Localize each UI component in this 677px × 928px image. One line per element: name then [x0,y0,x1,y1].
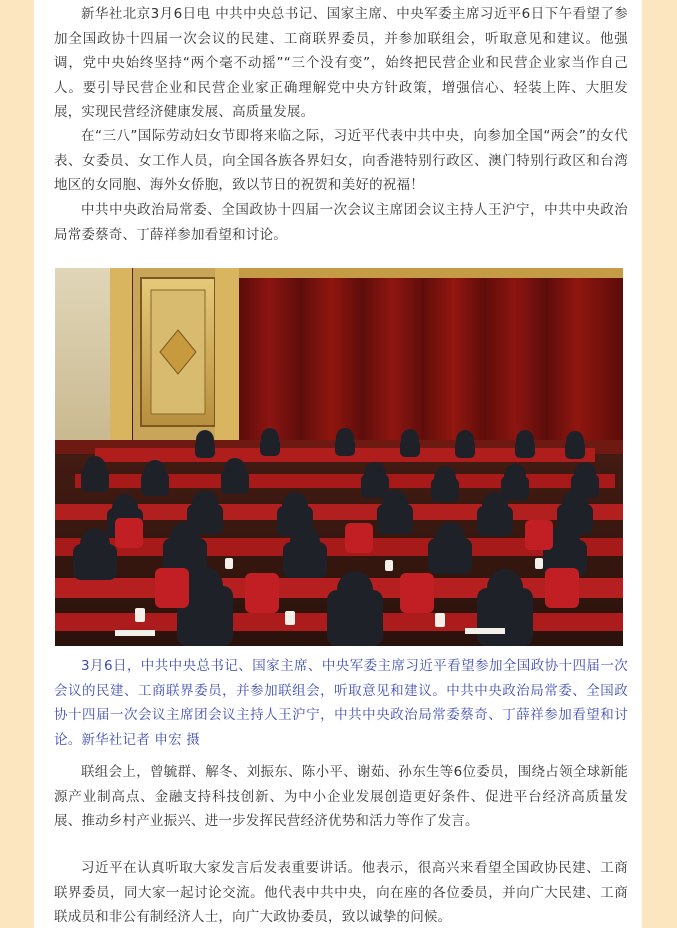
article-paragraph: 联组会上，曾毓群、解冬、刘振东、陈小平、谢茹、孙东生等6位委员，围绕占领全球新能源产业制高点、金融支持科技创新、为中小企业发展创造更好条件、促进平台经济高质量发展、推动乡村产业振兴、进一步发挥民营经济优势和活力等作了发言。 [54,764,628,829]
article-paragraph: 习近平在认真听取大家发言后发表重要讲话。他表示，很高兴来看望全国政协民建、工商联界委员，同大家一起讨论交流。他代表中共中央，向在座的各位委员，并向广大民建、工商联成员和非公有制经济人士，向广大政协委员，致以诚挚的问候。 [54,860,628,925]
article-paragraph: 新华社北京3月6日电 中共中央总书记、国家主席、中央军委主席习近平6日下午看望了参加全国政协十四届一次会议的民建、工商联界委员，并参加联组会，听取意见和建议。他强调，党中央始终坚持“两个毫不动摇”“三个没有变”，始终把民营企业和民营企业家当作自己人。要引导民营企业和民营企业家正确理解党中央方针政策，增强信心、轻装上阵、大胆发展，实现民营经济健康发展、高质量发展。 [54,6,628,120]
article-body [34,0,642,928]
article-paragraph: 在“三八”国际劳动妇女节即将来临之际，习近平代表中共中央，向参加全国“两会”的女代表、女委员、女工作人员，向全国各族各界妇女，向香港特别行政区、澳门特别行政区和台湾地区的女同胞、海外女侨胞，致以节日的祝贺和美好的祝福！ [54,128,628,193]
article-paragraph: 中共中央政治局常委、全国政协十四届一次会议主席团会议主持人王沪宁，中共中央政治局常委蔡奇、丁薛祥参加看望和讨论。 [54,202,628,243]
photo-caption: 3月6日，中共中央总书记、国家主席、中央军委主席习近平看望参加全国政协十四届一次会议的民建、工商联界委员，并参加联组会，听取意见和建议。中共中央政治局常委、全国政协十四届一次会议主席团会议主持人王沪宁，中共中央政治局常委蔡奇、丁薛祥参加看望和讨论。新华社记者 申宏 摄 [54,658,628,748]
meeting-photo [55,268,623,646]
